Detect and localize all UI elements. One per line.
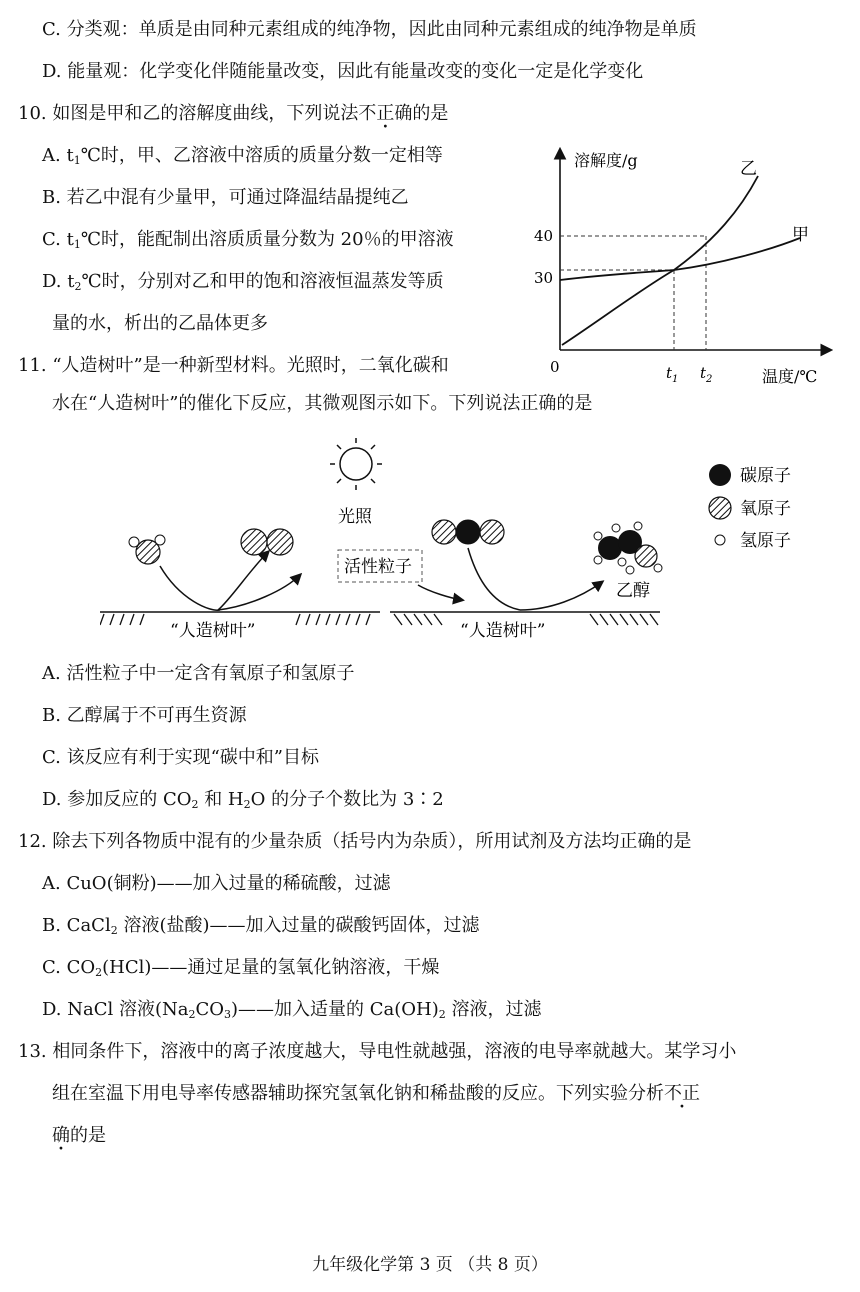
y-tick-40: 40: [534, 227, 554, 245]
water-molecule-1: [129, 535, 165, 564]
sun-icon: [330, 438, 382, 490]
series-jia-label: 甲: [792, 225, 809, 245]
question-11-stem-continued: 水在“人造树叶”的催化下反应，其微观图示如下。下列说法正确的是: [52, 393, 593, 414]
q11-option-a: A. 活性粒子中一定含有氧原子和氢原子: [42, 663, 355, 684]
y-tick-30: 30: [534, 269, 554, 287]
curve-jia: [560, 238, 800, 280]
q10-text-b: 的是: [412, 103, 449, 124]
legend-oxygen-label: 氧原子: [740, 499, 791, 519]
legend-hydrogen: [715, 531, 791, 551]
question-10-stem: [18, 102, 448, 126]
leaf-label-1: “人造树叶”: [170, 621, 256, 641]
question-13-stem-end: 确的是: [52, 1125, 106, 1146]
ethanol-molecule: [594, 522, 662, 574]
x-tick-t1: $t_1$: [666, 364, 679, 385]
legend-oxygen: [709, 497, 791, 519]
q12-option-d: D. NaCl 溶液$(Na_2CO_3)——$加入适量的 $Ca(OH)_2$ 溶液，过滤: [42, 999, 542, 1021]
question-11-stem: 11. “人造树叶”是一种新型材料。光照时，二氧化碳和: [18, 355, 449, 376]
x-axis-label: 温度/℃: [762, 367, 818, 386]
q10-option-c: C. $t_1℃$时，能配制出溶质质量分数为 20％的甲溶液: [42, 229, 454, 251]
q10-option-a: A. $t_1℃$时，甲、乙溶液中溶质的质量分数一定相等: [42, 145, 443, 167]
artificial-leaf-diagram: [100, 430, 840, 650]
page-footer: 九年级化学第 3 页 （共 8 页）: [312, 1255, 548, 1275]
q10-option-d-continued: 量的水，析出的乙晶体更多: [52, 313, 268, 334]
q11-option-d: D. 参加反应的 $CO_2$ 和 $H_2O$ 的分子个数比为 3∶2: [42, 789, 444, 811]
q10-emphasis: 不正确: [358, 103, 413, 124]
option-c-classification: C. 分类观：单质是由同种元素组成的纯净物，因此由同种元素组成的纯净物是单质: [42, 19, 697, 40]
x-tick-t2: $t_2$: [700, 364, 713, 385]
legend-carbon: [709, 464, 791, 486]
legend-hydrogen-label: 氢原子: [740, 531, 791, 551]
question-13-stem: 13. 相同条件下，溶液中的离子浓度越大，导电性就越强，溶液的电导率就越大。某学习小: [18, 1041, 737, 1062]
q12-option-b: B. CaCl$_2$ 溶液(盐酸)——加入过量的碳酸钙固体，过滤: [42, 915, 480, 937]
leaf-surface-2: [390, 612, 660, 641]
legend-carbon-label: 碳原子: [740, 466, 791, 486]
leaf-label-2: “人造树叶”: [460, 621, 546, 641]
q10-option-b: B. 若乙中混有少量甲，可通过降温结晶提纯乙: [42, 187, 409, 208]
q12-option-a: A. CuO(铜粉)——加入过量的稀硫酸，过滤: [42, 873, 391, 894]
q13-emphasis-1: 不正: [664, 1083, 700, 1104]
solubility-graph: [530, 140, 850, 390]
light-label: 光照: [338, 507, 372, 527]
option-d-energy: D. 能量观：化学变化伴随能量改变，因此有能量改变的变化一定是化学变化: [42, 61, 644, 82]
leaf-surface-1: [100, 612, 380, 641]
origin-label: 0: [550, 358, 560, 376]
ethanol-label: 乙醇: [616, 581, 650, 601]
series-yi-label: 乙: [740, 159, 757, 179]
q11-option-b: B. 乙醇属于不可再生资源: [42, 705, 247, 726]
q10-option-d: D. $t_2℃$时，分别对乙和甲的饱和溶液恒温蒸发等质: [42, 271, 444, 293]
oxygen-molecule: [241, 529, 293, 555]
co2-molecule: [432, 520, 504, 544]
q12-option-c: C. $CO_2(HCl)——$通过足量的氢氧化钠溶液，干燥: [42, 957, 440, 979]
y-axis-label: 溶解度/g: [574, 151, 638, 170]
question-13-stem-continued: 组在室温下用电导率传感器辅助探究氢氧化钠和稀盐酸的反应。下列实验分析不正: [52, 1083, 700, 1104]
active-particle-label: 活性粒子: [344, 557, 412, 577]
q11-option-c: C. 该反应有利于实现“碳中和”目标: [42, 747, 319, 768]
q10-text-a: 10. 如图是甲和乙的溶解度曲线，下列说法: [18, 103, 359, 124]
question-12-stem: 12. 除去下列各物质中混有的少量杂质（括号内为杂质），所用试剂及方法均正确的是: [18, 831, 692, 852]
q13-emphasis-2: 确: [52, 1125, 70, 1146]
